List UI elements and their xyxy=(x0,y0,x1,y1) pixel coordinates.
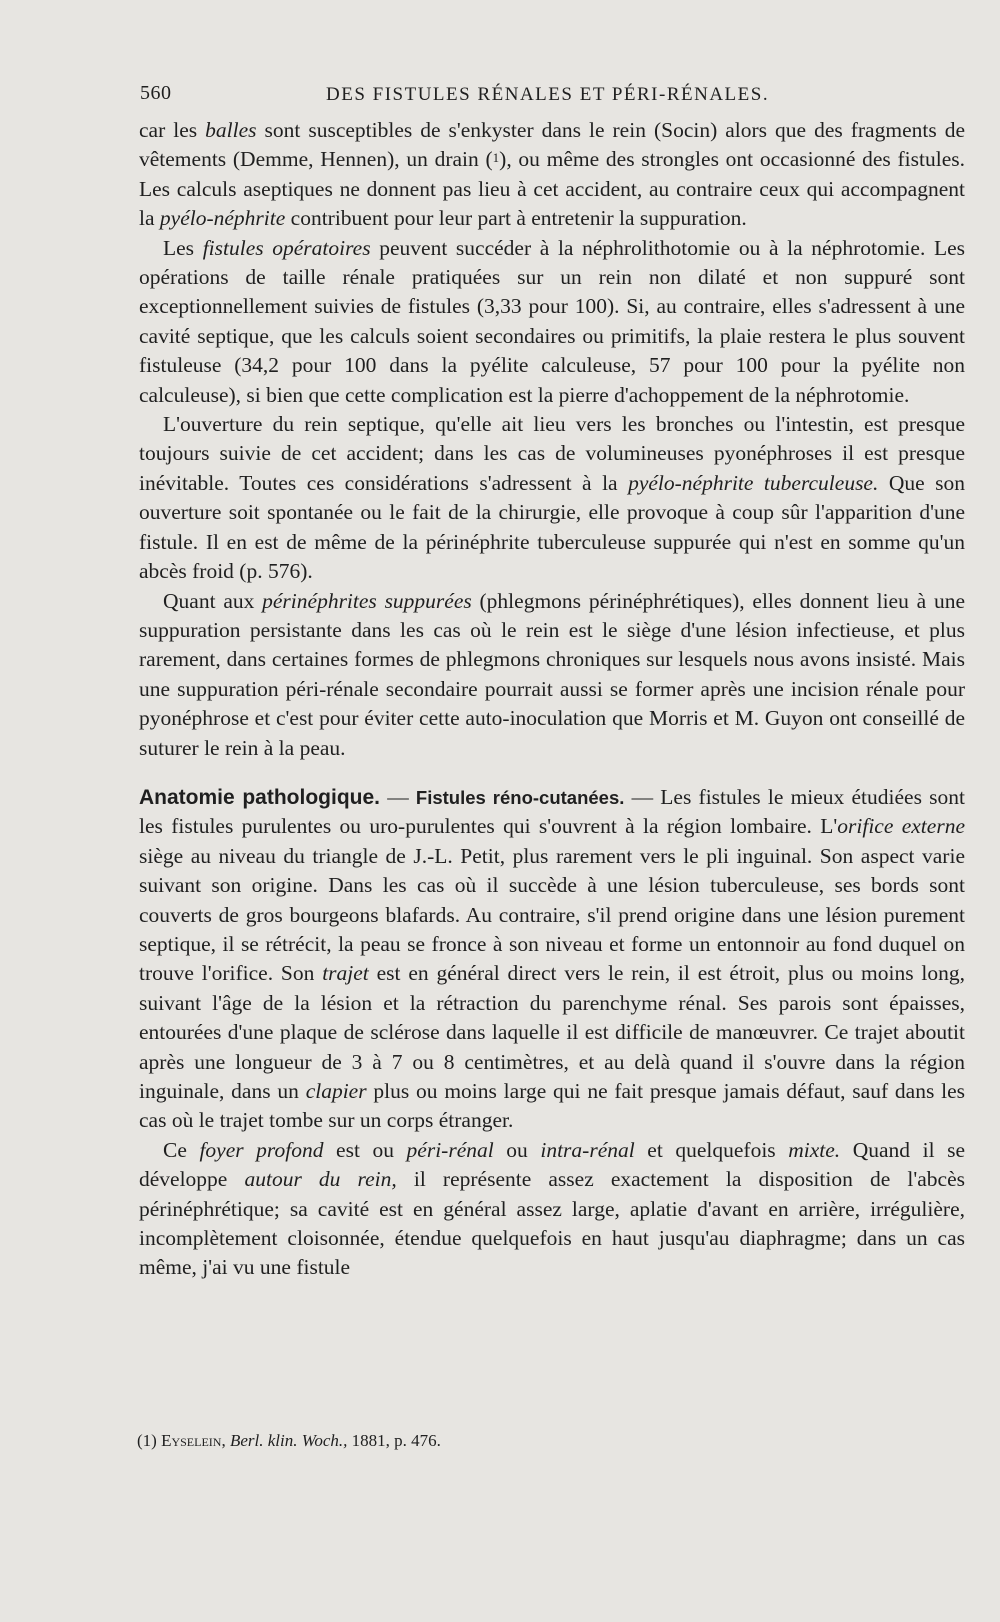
text-run: — xyxy=(624,784,661,809)
italic-run: pyélo-néphrite tuberculeuse. xyxy=(628,470,879,495)
text-run: Quand il se développe xyxy=(139,1137,966,1192)
page-number: 560 xyxy=(140,82,172,104)
text-run: L'ouverture du rein septique, qu'elle ait lieu vers les bronches ou l'intestin, est presque toujours suivie de cet accident; dans les cas de volumineuses pyonéphroses il est presque inévitable. Toutes ces considérations s'adressent à la xyxy=(139,412,965,495)
body-text xyxy=(139,116,965,1283)
text-run: — xyxy=(380,784,416,809)
paragraph-3 xyxy=(139,410,965,586)
italic-run: pyélo-néphrite xyxy=(159,206,286,231)
italic-run: foyer profond xyxy=(199,1137,324,1162)
italic-run: périnéphrites suppurées xyxy=(262,588,472,613)
text-run: Quant aux xyxy=(163,588,263,613)
italic-run: clapier xyxy=(305,1079,367,1103)
italic-run: fistules opératoires xyxy=(202,235,371,260)
text-run: il représente assez exactement la disposition de l'abcès périnéphrétique; sa cavité est en général assez large, aplatie d'avant en arrière, irrégulière, incomplètement cloisonnée, étendue quelquefois en haut jusqu'au diaphragme; dans un cas même, j'ai vu une fistule xyxy=(139,1167,965,1280)
text-run: (phlegmons périnéphrétiques), elles donnent lieu à une suppuration persistante dans les cas où le rein est le siège d'une lésion infectieuse, et plus rarement, dans certaines formes de phlegmons chroniques sur lesquels nous avons insisté. Mais une suppuration péri-rénale secondaire pourrait aussi se former après une incision rénale pour pyonéphrose et c'est pour éviter cette auto-inoculation que Morris et M. Guyon ont conseillé de suturer le rein à la peau. xyxy=(139,588,965,760)
page-header xyxy=(140,82,960,116)
text-run: siège au niveau du triangle de J.-L. Petit, plus rarement vers le pli inguinal. Son aspect varie suivant son origine. Dans les cas où il succède à une lésion tuberculeuse, ses bords sont couverts de gros bourgeons blafards. Au contraire, s'il prend origine dans une lésion purement septique, il se rétrécit, la peau se fronce à son niveau et forme un entonnoir au fond duquel on trouve l'orifice. Son xyxy=(139,843,965,986)
paragraph-2 xyxy=(139,234,965,410)
paragraph-4 xyxy=(139,587,965,763)
text-run: car les xyxy=(139,118,206,142)
footnote-mark: (1) xyxy=(137,1431,157,1450)
text-run: sont susceptibles de s'enkyster dans le rein (Socin) alors que des fragments de vêtements (Demme, Hennen), un drain ( xyxy=(139,118,965,172)
italic-run: mixte. xyxy=(788,1137,841,1162)
text-run: contribuent pour leur part à entretenir la suppuration. xyxy=(285,206,747,231)
italic-run: autour du rein, xyxy=(244,1167,397,1192)
text-run: ), ou même des strongles ont occasionné des fistules. Les calculs aseptiques ne donnent pas lieu à cet accident, au contraire ceux qui accompagnent la xyxy=(139,147,965,231)
italic-run: orifice externe xyxy=(837,814,965,839)
text-run: Ce xyxy=(163,1137,200,1162)
paragraph-1 xyxy=(139,116,965,234)
text-run: est en général direct vers le rein, il est étroit, plus ou moins long, suivant l'âge de la lésion et la rétraction du parenchyme rénal. Ses parois sont épaisses, entourées d'une plaque de sclérose dans laquelle il est difficile de manœuvrer. Ce trajet aboutit après une longueur de 3 à 7 ou 8 centimètres, et au delà quand il s'ouvre dans la région inguinale, dans un xyxy=(139,961,965,1103)
text-run: Que son ouverture soit spontanée ou le fait de la chirurgie, elle provoque à coup sûr l'apparition d'une fistule. Il en est de même de la périnéphrite tuberculeuse suppurée qui n'est en somme qu'un abcès froid (p. 576). xyxy=(139,470,966,584)
italic-run: intra-rénal xyxy=(540,1137,635,1162)
running-head: DES FISTULES RÉNALES ET PÉRI-RÉNALES. xyxy=(326,84,770,105)
text-run: et quelquefois xyxy=(634,1137,789,1162)
italic-run: péri-rénal xyxy=(406,1137,494,1162)
section-heading: Anatomie pathologique. xyxy=(139,785,380,809)
footnote-journal: Berl. klin. Woch., xyxy=(229,1431,348,1450)
paragraph-5 xyxy=(139,783,965,1136)
text-run: est ou xyxy=(323,1137,407,1162)
text-run: peuvent succéder à la néphrolithotomie ou à la néphrotomie. Les opérations de taille rénale pratiquées sur un rein non dilaté et non suppuré sont exceptionnellement suivies de fistules (3,33 pour 100). Si, au contraire, elles s'adressent à une cavité septique, que les calculs soient secondaires ou primitifs, la plaie restera le plus souvent fistuleuse (34,2 pour 100 dans la pyélite calculeuse, 57 pour 100 pour la pyélite non calculeuse), si bien que cette complication est la pierre d'achoppement de la néphrotomie. xyxy=(139,235,966,407)
text-run: plus ou moins large qui ne fait presque jamais défaut, sauf dans les cas où le trajet tombe sur un corps étranger. xyxy=(139,1079,966,1133)
subsection-heading: Fistules réno-cutanées. xyxy=(415,786,625,808)
footnote-author: Eyselein, xyxy=(161,1431,226,1450)
footnote-citation: 1881, p. 476. xyxy=(347,1431,441,1450)
italic-run: balles xyxy=(205,118,257,142)
text-run: Les xyxy=(163,235,203,260)
italic-run: trajet xyxy=(322,961,369,986)
footnote-ref: 1 xyxy=(492,150,500,166)
footnote xyxy=(137,1430,963,1452)
text-run: Les fistules le mieux étudiées sont les fistules purulentes ou uro-purulentes qui s'ouvrent à la région lombaire. L' xyxy=(139,784,965,839)
paragraph-6 xyxy=(139,1136,965,1283)
text-run: ou xyxy=(493,1137,541,1162)
